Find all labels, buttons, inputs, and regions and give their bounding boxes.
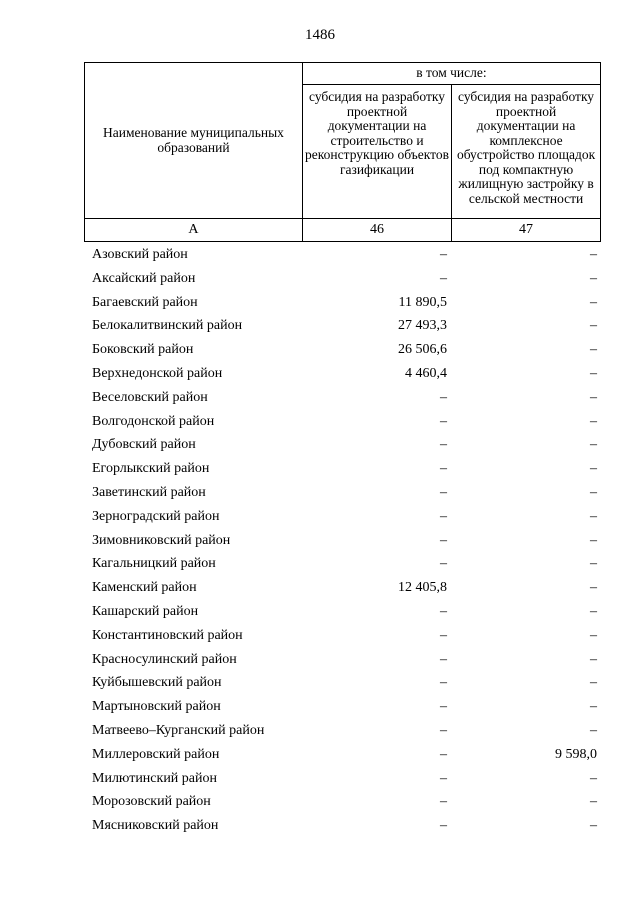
value-column-47: –: [590, 722, 597, 738]
table-row: [92, 814, 597, 838]
municipality-name: Милютинский район: [92, 770, 218, 786]
table-row: [92, 457, 597, 481]
table-row: [92, 243, 597, 267]
value-column-47: 9 598,0: [555, 746, 597, 762]
value-column-46: –: [440, 651, 447, 667]
table-row: [92, 719, 597, 743]
header-name-column: Наименование муниципальных образований: [85, 63, 303, 219]
value-column-46: –: [440, 603, 447, 619]
table-row: [92, 648, 597, 672]
table-body: [92, 243, 597, 838]
table-row: [92, 743, 597, 767]
header-number-46: 46: [302, 219, 451, 242]
value-column-47: –: [590, 318, 597, 334]
municipality-name: Волгодонской район: [92, 413, 215, 429]
table-header: [84, 62, 601, 242]
value-column-46: –: [440, 770, 447, 786]
value-column-46: –: [440, 247, 447, 262]
header-column-46-title: субсидия на разработку проектной документации на строительство и реконструкцию объектов газификации: [302, 85, 451, 219]
value-column-46: –: [440, 699, 447, 715]
municipality-name: Заветинский район: [92, 484, 206, 500]
municipality-name: Кагальницкий район: [92, 556, 216, 572]
table-row: [92, 505, 597, 529]
value-column-47: –: [590, 675, 597, 691]
table-row: [92, 624, 597, 648]
municipality-name: Дубовский район: [92, 437, 196, 453]
value-column-47: –: [590, 556, 597, 572]
table-row: [92, 576, 597, 600]
value-column-47: –: [590, 699, 597, 715]
table-row: [92, 600, 597, 624]
header-number-47: 47: [452, 219, 601, 242]
value-column-46: –: [440, 389, 447, 405]
value-column-46: –: [440, 484, 447, 500]
municipality-name: Азовский район: [92, 247, 188, 262]
value-column-46: –: [440, 461, 447, 477]
value-column-47: –: [590, 437, 597, 453]
value-column-47: –: [590, 294, 597, 310]
table-row: [92, 767, 597, 791]
value-column-47: –: [590, 580, 597, 596]
table-row: [92, 671, 597, 695]
table-row: [92, 386, 597, 410]
value-column-47: –: [590, 389, 597, 405]
table-row: [92, 481, 597, 505]
value-column-46: 27 493,3: [398, 318, 447, 334]
municipality-name: Аксайский район: [92, 270, 196, 286]
header-column-47-title: субсидия на разработку проектной документации на комплексное обустройство площадок под компактную жилищную застройку в сельской местности: [452, 85, 601, 219]
value-column-47: –: [590, 770, 597, 786]
table-row: [92, 314, 597, 338]
value-column-46: 12 405,8: [398, 580, 447, 596]
value-column-46: –: [440, 627, 447, 643]
municipality-name: Боковский район: [92, 342, 194, 358]
municipality-name: Кашарский район: [92, 603, 199, 619]
municipality-name: Куйбышевский район: [92, 675, 222, 691]
page-number: 1486: [305, 27, 335, 43]
value-column-47: –: [590, 818, 597, 834]
value-column-46: –: [440, 722, 447, 738]
table-row: [92, 529, 597, 553]
value-column-47: –: [590, 461, 597, 477]
table-row: [92, 410, 597, 434]
value-column-46: –: [440, 746, 447, 762]
value-column-47: –: [590, 794, 597, 810]
value-column-46: –: [440, 437, 447, 453]
value-column-46: –: [440, 413, 447, 429]
value-column-46: –: [440, 794, 447, 810]
municipality-name: Зерноградский район: [92, 508, 220, 524]
municipality-name: Матвеево–Курганский район: [92, 722, 265, 738]
municipality-name: Багаевский район: [92, 294, 198, 310]
value-column-47: –: [590, 484, 597, 500]
value-column-46: 11 890,5: [398, 294, 447, 310]
table-row: [92, 790, 597, 814]
value-column-47: –: [590, 651, 597, 667]
value-column-47: –: [590, 342, 597, 358]
municipality-name: Верхнедонской район: [92, 365, 223, 381]
table-row: [92, 338, 597, 362]
value-column-46: –: [440, 818, 447, 834]
table-row: [92, 695, 597, 719]
value-column-47: –: [590, 270, 597, 286]
header-letter-a: А: [85, 219, 303, 242]
table-row: [92, 552, 597, 576]
value-column-47: –: [590, 603, 597, 619]
table-row: [92, 362, 597, 386]
value-column-46: 4 460,4: [405, 365, 447, 381]
value-column-46: –: [440, 532, 447, 548]
value-column-47: –: [590, 508, 597, 524]
value-column-47: –: [590, 627, 597, 643]
municipality-name: Морозовский район: [92, 794, 211, 810]
value-column-46: –: [440, 556, 447, 572]
municipality-name: Мясниковский район: [92, 818, 219, 834]
municipality-name: Зимовниковский район: [92, 532, 231, 548]
table-row: [92, 433, 597, 457]
table-row: [92, 291, 597, 315]
municipality-name: Егорлыкский район: [92, 461, 210, 477]
municipality-name: Константиновский район: [92, 627, 243, 643]
municipality-name: Миллеровский район: [92, 746, 220, 762]
municipality-name: Белокалитвинский район: [92, 318, 243, 334]
value-column-47: –: [590, 247, 597, 262]
value-column-46: –: [440, 270, 447, 286]
value-column-46: –: [440, 508, 447, 524]
value-column-46: –: [440, 675, 447, 691]
header-including: в том числе:: [302, 63, 600, 85]
value-column-47: –: [590, 532, 597, 548]
value-column-47: –: [590, 413, 597, 429]
table-row: [92, 267, 597, 291]
municipality-name: Веселовский район: [92, 389, 208, 405]
value-column-46: 26 506,6: [398, 342, 447, 358]
municipality-name: Красносулинский район: [92, 651, 237, 667]
value-column-47: –: [590, 365, 597, 381]
municipality-name: Каменский район: [92, 580, 197, 596]
municipality-name: Мартыновский район: [92, 699, 221, 715]
